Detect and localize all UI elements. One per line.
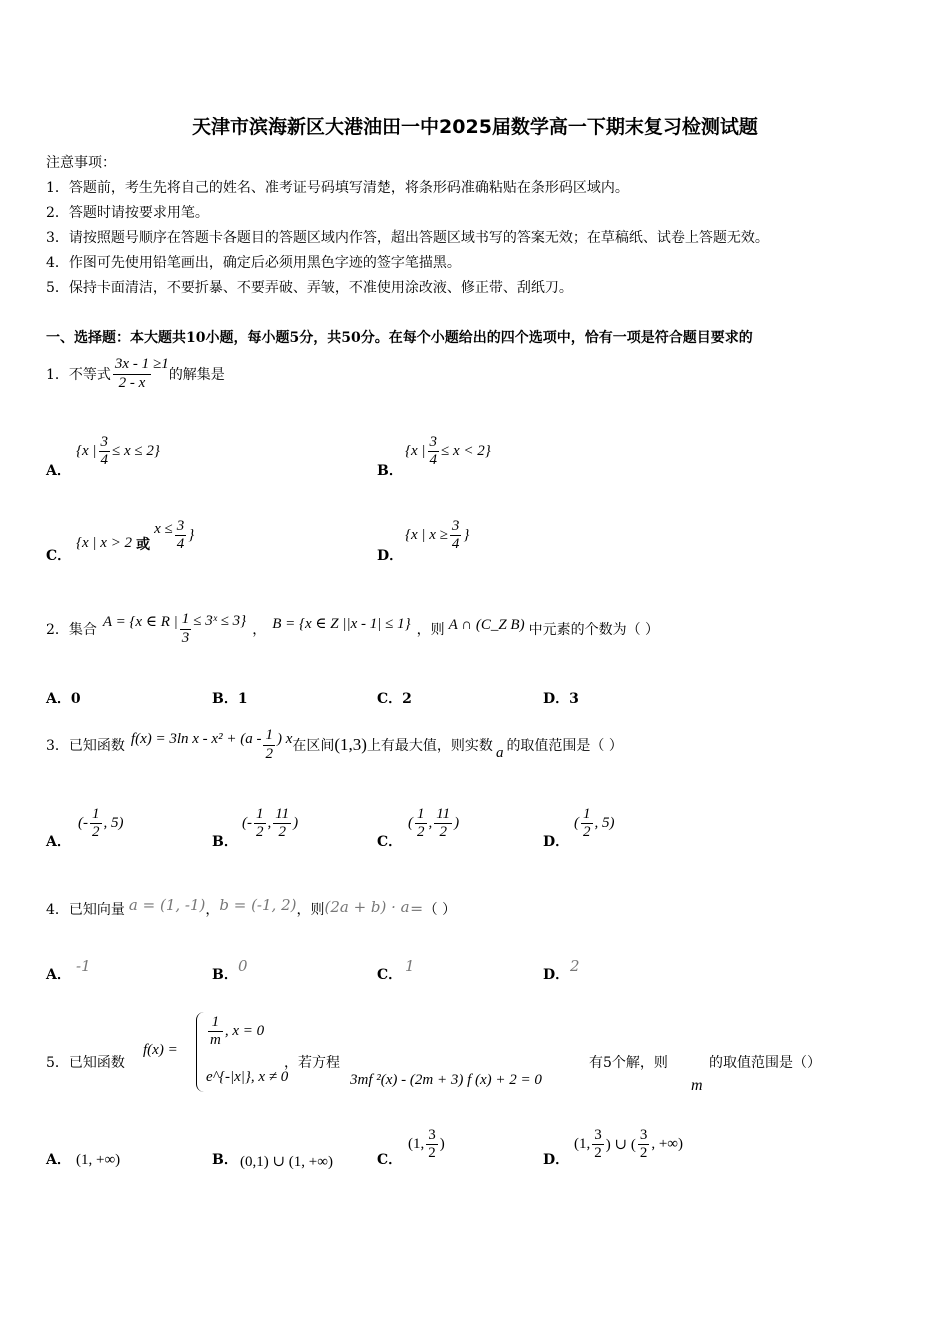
option-d: D．3: [543, 691, 579, 707]
question-lead: 集合: [68, 622, 97, 638]
option-c: 1: [405, 957, 415, 975]
question-number: 4．: [46, 902, 69, 918]
option-a: {x | $\frac{3}{4}$ ≤ x ≤ 2}: [76, 434, 160, 469]
question-tail: 的解集是: [168, 367, 225, 383]
question-lead: 已知向量: [68, 902, 125, 918]
question-lead: 已知函数: [68, 1055, 125, 1071]
question-1: [46, 352, 225, 396]
question-number: 1．: [46, 367, 69, 383]
piece-2: e^{-|x|}, x ≠ 0: [206, 1069, 289, 1085]
notice-item: 4．作图可先使用铅笔画出，确定后必须用黑色字迹的签字笔描黑。: [46, 255, 461, 271]
option-c: (1, $\frac{3}{2}$ ): [408, 1127, 445, 1162]
fraction: $\frac{3x - 1}{2 - x}$: [114, 356, 150, 391]
option-a-label: A．: [46, 967, 71, 983]
option-c-label: C．: [377, 967, 403, 983]
option-d-label: D．: [543, 834, 570, 850]
option-b: 0: [238, 957, 248, 975]
option-b-label: B．: [212, 834, 238, 850]
page-title: 天津市滨海新区大港油田一中2025届数学高一下期末复习检测试题: [192, 116, 758, 138]
option-d-label: D．: [543, 1152, 570, 1168]
section-heading: 一、选择题：本大题共10小题，每小题5分，共50分。在每个小题给出的四个选项中，恰有一项是符合题目要求的: [46, 330, 753, 346]
question-lead: 已知函数: [68, 738, 125, 754]
relation: ≥1: [153, 355, 169, 372]
notice-item: 3．请按照题号顺序在答题卡各题目的答题区域内作答，超出答题区域书写的答案无效；在草稿纸、试卷上答题无效。: [46, 230, 769, 246]
option-a: -1: [76, 957, 91, 975]
option-c-label: C．: [377, 834, 403, 850]
question-lead: 不等式: [68, 367, 111, 383]
option-d-label: D．: [543, 967, 570, 983]
option-d-label: D．: [377, 548, 404, 564]
question-4: 4． 已知向量 a = (1, -1) ， b = (-1, 2) ，则 (2a + b) · a ＝（ ）: [46, 896, 457, 918]
notice-item: 5．保持卡面清洁，不要折暴、不要弄破、弄皱，不准使用涂改液、修正带、刮纸刀。: [46, 280, 573, 296]
question-5-mid: ，若方程: [284, 1055, 340, 1071]
option-a-label: A．: [46, 834, 71, 850]
option-b: (- $\frac{1}{2}$ , $\frac{11}{2}$ ): [242, 806, 299, 841]
option-b: (0,1) ∪ (1, +∞): [240, 1154, 333, 1170]
option-c-label: C．: [46, 548, 72, 564]
notice-item: 1．答题前，考生先将自己的姓名、准考证号码填写清楚，将条形码准确粘贴在条形码区域内。: [46, 180, 629, 196]
option-d: ( $\frac{1}{2}$ , 5): [574, 806, 615, 841]
option-a-label: A．: [46, 1152, 71, 1168]
option-b-label: B．: [377, 463, 403, 479]
option-d: 2: [570, 957, 580, 975]
question-3: 3． 已知函数 f(x) = 3ln x - x² + (a - $\frac{1}{2}$ ) x 在区间 (1,3) 上有最大值，则实数 a 的取值范围是（ ）: [46, 727, 623, 762]
option-b-label: B．: [212, 967, 238, 983]
option-a: (- $\frac{1}{2}$ , 5): [78, 806, 124, 841]
option-c: ( $\frac{1}{2}$ , $\frac{11}{2}$ ): [408, 806, 460, 841]
option-a-label: A．: [46, 463, 71, 479]
option-b-label: B．: [212, 1152, 238, 1168]
option-b: {x | $\frac{3}{4}$ ≤ x < 2}: [405, 434, 491, 469]
piecewise-function: f(x) =: [143, 1042, 178, 1058]
option-b: B．1: [212, 691, 248, 707]
question-5-tail1: 有5个解，则: [589, 1055, 668, 1071]
piece-1: $\frac{1}{m}$ , x = 0: [210, 1014, 265, 1049]
equation: 3mf ²(x) - (2m + 3) f (x) + 2 = 0: [350, 1072, 542, 1088]
option-d: {x | x ≥ $\frac{3}{4}$ }: [405, 518, 470, 553]
option-c: {x | x > 2 或 x ≤ $\frac{3}{4}$ }: [76, 518, 195, 553]
question-number: 3．: [46, 738, 69, 754]
question-5-lead: [46, 1052, 125, 1072]
option-c-label: C．: [377, 1152, 403, 1168]
option-a: (1, +∞): [76, 1152, 121, 1168]
question-number: 2．: [46, 622, 69, 638]
option-c: C．2: [377, 691, 412, 707]
variable-m: m: [691, 1077, 703, 1094]
notice-heading: 注意事项：: [46, 155, 116, 171]
question-5-tail2: 的取值范围是（）: [709, 1055, 821, 1071]
question-2: 2． 集合 A = {x ∈ R | $\frac{1}{3}$ ≤ 3ˣ ≤ 3} ， B = {x ∈ Z ||x - 1| ≤ 1} ，则 A ∩ (C_Z B) 中元素的个数为（ ）: [46, 611, 660, 646]
notice-item: 2．答题时请按要求用笔。: [46, 205, 209, 221]
option-d: (1, $\frac{3}{2}$ ) ∪ ( $\frac{3}{2}$ , +∞): [574, 1127, 683, 1162]
question-number: 5．: [46, 1055, 69, 1071]
option-a: A．0: [46, 691, 81, 707]
